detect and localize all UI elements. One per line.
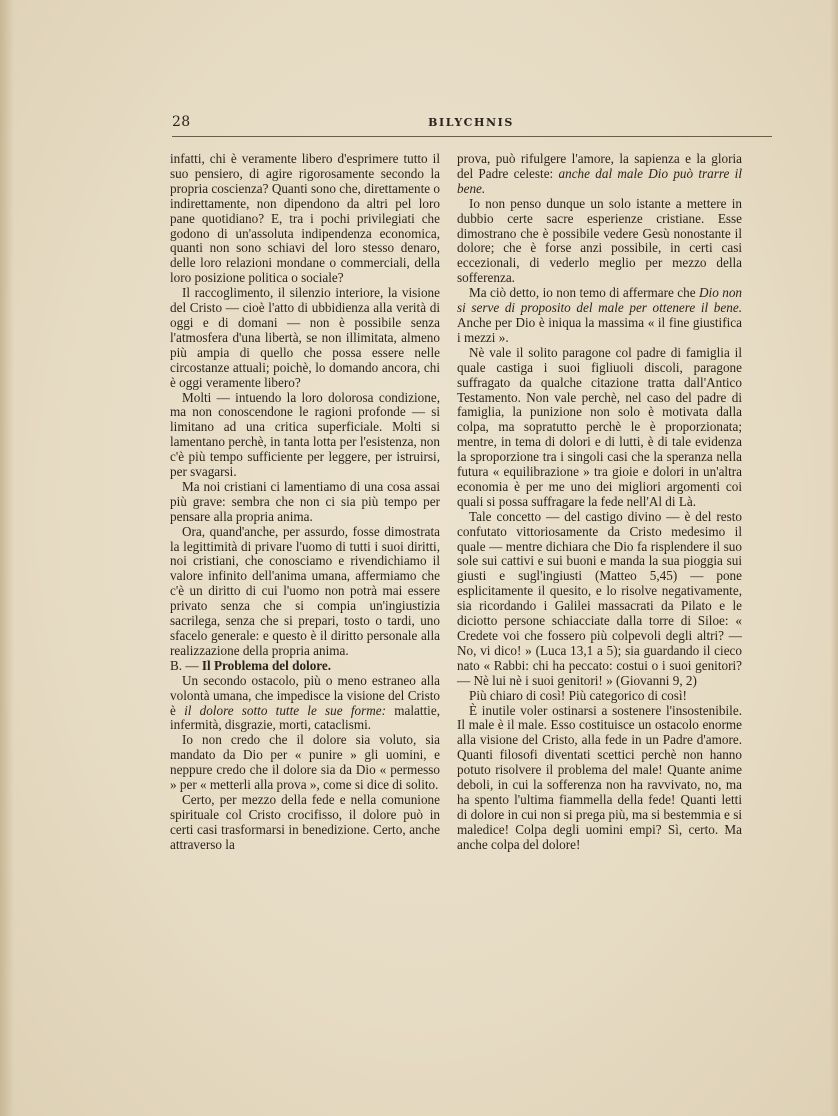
page-number: 28 — [172, 114, 191, 130]
paragraph: Certo, per mezzo della fede e nella comunione spirituale col Cristo crocifisso, il dolore può in certi casi trasformarsi in benedizione. Certo, anche attraverso la — [170, 791, 440, 852]
paragraph: Ma noi cristiani ci lamentiamo di una cosa assai più grave: sembra che non ci sia più tempo per pensare alla propria anima. — [170, 478, 440, 524]
paragraph: Il raccoglimento, il silenzio interiore, la visione del Cristo — cioè l'atto di ubbidienza alla verità di oggi e di domani — non è possibile senza l'atmosfera d'una libertà, se non illimitata, almeno più ampia di quello che possa essere nelle circostanze attuali; poichè, lo domando ancora, chi è oggi veramente libero? — [170, 285, 440, 390]
paragraph: Ora, quand'anche, per assurdo, fosse dimostrata la legittimità di privare l'uomo di tutti i suoi diritti, noi cristiani, che conosciamo e rivendichiamo il valore infinito dell'anima umana, affermiamo che c'è un diritto di cui l'uomo non potrà mai essere privato senza che si compia un'ingiustizia sacrilega, senza che si prepari, tosto o tardi, uno sfacelo generale: e questo è il diritto personale alla realizzazione della propria anima. — [170, 523, 440, 658]
paragraph: Tale concetto — del castigo divino — è del resto confutato vittoriosamente da Cristo medesimo il quale — mentre dichiara che Dio fa risplendere il suo sole sui cattivi e sui buoni e manda la sua pioggia sui giusti e sugl'ingiusti (Matteo 5,45) — pone esplicitamente il quesito, e lo risolve negativamente, sia ricordando i Galilei massacrati da Pilato e le diciotto persone schiacciate dalla torre di Siloe: « Credete voi che fossero più colpevoli degli altri? — No, vi dico! » (Luca 13,1 a 5); sia guardando il cieco nato « Rabbi: chi ha peccato: costui o i suoi genitori? — Nè lui nè i suoi genitori! » (Giovanni 9, 2) — [457, 508, 742, 688]
right-column — [457, 152, 742, 853]
paragraph: Io non credo che il dolore sia voluto, sia mandato da Dio per « punire » gli uomini, e neppure credo che il dolore sia da Dio « permesso » per « metterli alla prova », come si dice di solito. — [170, 732, 440, 793]
page-binding-edge — [0, 0, 14, 1116]
page-header — [172, 112, 770, 134]
emphasis-text: Dio non si serve di proposito del male per ottenere il bene. — [457, 285, 743, 316]
paragraph: È inutile voler ostinarsi a sostenere l'insostenibile. Il male è il male. Esso costituisce un ostacolo enorme alla visione del Cristo, alla fede in un Padre d'amore. Quanti filosofi diventati scettici perchè non hanno potuto risolvere il problema del male! Quante anime deboli, in cui la sofferenza non ha ravvivato, no, ma ha spento l'ultima fiammella della fede! Quanti letti di dolore in cui non si prega più, ma si bestemmia e si maledice! Colpa degli uomini empi? Sì, certo. Ma anche colpa del dolore! — [457, 702, 742, 852]
paragraph: Molti — intuendo la loro dolorosa condizione, ma non conoscendone le ragioni profonde — si limitano ad una critica superficiale. Molti si lamentano perchè, in tanta lotta per l'esistenza, non c'è più tempo sufficiente per leggere, per istruirsi, per svagarsi. — [170, 389, 440, 480]
paragraph-text: Anche per Dio è iniqua la massima « il fine giustifica i mezzi ». — [457, 314, 742, 345]
paragraph — [170, 674, 440, 734]
paragraph — [457, 152, 742, 197]
paragraph — [457, 286, 742, 346]
running-title: BILYCHNIS — [428, 116, 514, 129]
emphasis-text: il dolore sotto tutte le sue forme: — [184, 702, 386, 718]
page-outer-edge — [830, 0, 838, 1116]
paragraph: infatti, chi è veramente libero d'esprimere tutto il suo pensiero, di agire rigorosamente secondo la propria coscienza? Quanti sono che, direttamente o indirettamente, non dipendono da altri pel loro pane quotidiano? E, tra i pochi privilegiati che godono di un'assoluta indipendenza economica, quanti non sono schiavi del loro stesso denaro, delle loro relazioni mondane o commerciali, della loro posizione politica o sociale? — [170, 151, 440, 286]
header-rule — [172, 136, 772, 137]
section-heading-prefix: B. — — [170, 657, 199, 673]
paragraph-text: Un secondo ostacolo, più o meno estraneo alla volontà umana, che impedisce la visione del Cristo è — [170, 672, 440, 718]
paragraph: Nè vale il solito paragone col padre di famiglia il quale castiga i suoi figliuoli discoli, paragone suffragato da qualche citazione tratta dall'Antico Testamento. Non vale perchè, nel caso del padre di famiglia, la punizione non solo è motivata dalla colpa, ma sopratutto perchè le è proporzionata; mentre, in tema di dolori e di lutti, è di tale evidenza la sproporzione tra i singoli casi che la speranza nella futura « equilibrazione » tra gioie e dolori in un'altra economia è per me uno dei migliori argomenti coi quali si possa suffragare la fede nell'Al di Là. — [457, 344, 742, 509]
paragraph: Più chiaro di così! Più categorico di così! — [469, 687, 687, 703]
paragraph: Io non penso dunque un solo istante a mettere in dubbio certe sacre esperienze cristiane. Esse dimostrano che è possibile vedere Gesù nonostante il dolore; che è forse anzi possibile, in certi casi eccezionali, di vederlo meglio per mezzo della sofferenza. — [457, 195, 742, 286]
left-column — [170, 152, 440, 853]
paragraph-text: malattie, infermità, disgrazie, morti, cataclismi. — [170, 702, 440, 733]
section-heading-title: Il Problema del dolore. — [201, 657, 332, 673]
paragraph-text: prova, può rifulgere l'amore, la sapienza e la gloria del Padre celeste: — [457, 151, 742, 181]
paragraph-text: Ma ciò detto, io non temo di affermare che — [469, 285, 696, 301]
section-heading — [170, 659, 440, 674]
emphasis-text: anche dal male Dio può trarre il bene. — [457, 165, 742, 196]
